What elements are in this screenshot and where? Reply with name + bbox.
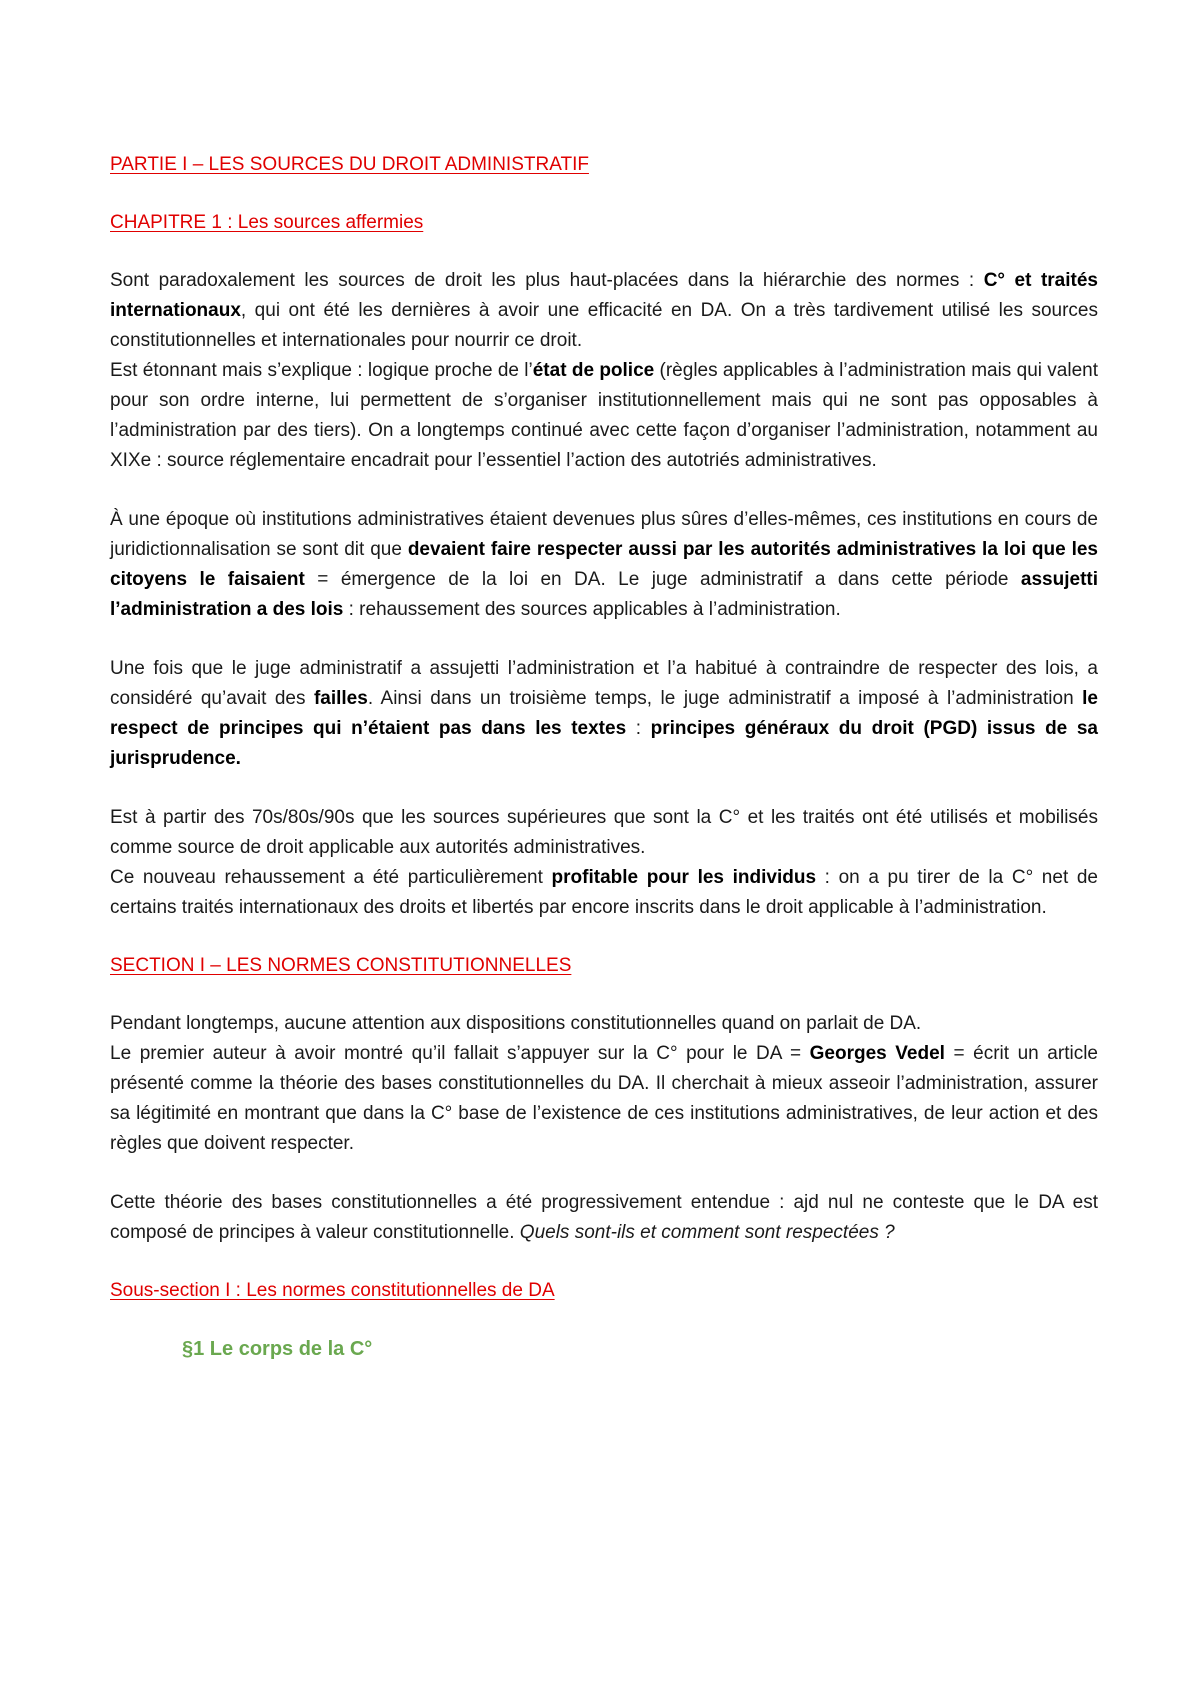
paragraph-pgd: Une fois que le juge administratif a assujetti l’administration et l’a habitué à contraindre de respecter des lois, a considéré qu’avait des failles. Ainsi dans un troisième temps, le juge administratif a imposé à l’administration le respect de principes qui n’étaient pas dans les textes : principes généraux du droit (PGD) issus de sa jurisprudence. — [110, 658, 1099, 769]
paragraph-rehaussement: Ce nouveau rehaussement a été particulièrement profitable pour les individus : on a pu tirer de la C° net de certains traités internationaux des droits et libertés par encore inscrits dans le droit applicable à l’administration. — [110, 867, 1098, 918]
paragraph-heading: §1 Le corps de la C° — [182, 1338, 373, 1360]
paragraph-emergence-loi: À une époque où institutions administratives étaient devenues plus sûres d’elles-mêmes, ces institutions en cours de juridictionnalisation se sont dit que devaient faire respecter aussi par les autorités administratives la loi que les citoyens le faisaient = émergence de la loi en DA. Le juge administratif a dans cette période assujetti l’administration a des lois : rehaussement des sources applicables à l’administration. — [110, 509, 1099, 620]
paragraph-pendant-longtemps: Pendant longtemps, aucune attention aux dispositions constitutionnelles quand on parlait de DA. — [110, 1013, 922, 1034]
section-heading: SECTION I – LES NORMES CONSTITUTIONNELLES — [110, 955, 572, 976]
bold-term: assujetti l’administration a des lois — [110, 569, 1099, 620]
subsection-heading: Sous-section I : Les normes constitutionnelles de DA — [110, 1280, 555, 1301]
bold-term: état de police — [532, 360, 655, 381]
paragraph-intro: Sont paradoxalement les sources de droit les plus haut-placées dans la hiérarchie des normes : C° et traités internationaux, qui ont été les dernières à avoir une efficacité en DA. On a très tardivement utilisé les sources constitutionnelles et internationales pour nourrir ce droit. — [110, 270, 1098, 351]
paragraph-etat-de-police: Est étonnant mais s’explique : logique proche de l’état de police (règles applicables à l’administration mais qui valent pour son ordre interne, lui permettent de s’organiser institutionnellement mais qui ne sont pas opposables à l’administration par des tiers). On a longtemps continué avec cette façon d’organiser l’administration, notamment au XIXe : source réglementaire encadrait pour l’essentiel l’action des autotriés administratives. — [110, 360, 1098, 471]
bold-term: le respect de principes qui n’étaient pas dans les textes — [110, 688, 1099, 739]
bold-term: principes généraux du droit (PGD) issus de sa jurisprudence. — [110, 718, 1098, 769]
document-page — [110, 150, 1098, 1364]
bold-term: devaient faire respecter aussi par les autorités administratives la loi que les citoyens le faisaient — [110, 539, 1098, 590]
paragraph-theorie: Cette théorie des bases constitutionnelles a été progressivement entendue : ajd nul ne conteste que le DA est composé de principes à valeur constitutionnelle. Quels sont-ils et comment sont respectées ? — [110, 1192, 1098, 1243]
chapter-heading: CHAPITRE 1 : Les sources affermies — [110, 212, 424, 233]
bold-term: failles — [313, 688, 368, 709]
paragraph-vedel: Le premier auteur à avoir montré qu’il fallait s’appuyer sur la C° pour le DA = Georges Vedel = écrit un article présenté comme la théorie des bases constitutionnelles du DA. Il cherchait à mieux asseoir l’administration, assurer sa légitimité en montrant que dans la C° base de l’existence de ces institutions administratives, de leur action et des règles que doivent respecter. — [110, 1043, 1098, 1154]
bold-term: Georges Vedel — [809, 1043, 945, 1064]
part-heading: PARTIE I – LES SOURCES DU DROIT ADMINISTRATIF — [110, 154, 589, 175]
paragraph-sources-superieures: Est à partir des 70s/80s/90s que les sources supérieures que sont la C° et les traités ont été utilisés et mobilisés comme source de droit applicable aux autorités administratives. — [110, 807, 1098, 858]
bold-term: C° et traités internationaux — [110, 270, 1098, 321]
bold-term: profitable pour les individus — [551, 867, 817, 888]
italic-question: Quels sont-ils et comment sont respectées ? — [519, 1222, 895, 1243]
